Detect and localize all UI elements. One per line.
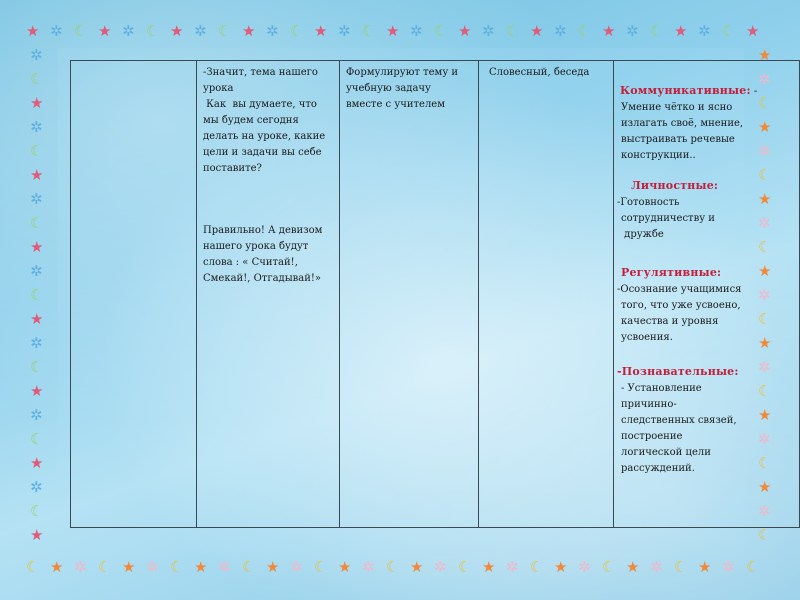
communicative-dash: -	[750, 86, 758, 97]
border-star-icon: ★	[758, 478, 772, 496]
communicative-line: выстраивать речевые	[621, 134, 735, 145]
border-star-icon: ☾	[290, 22, 304, 40]
regulative-line: того, что уже усвоено,	[621, 300, 741, 311]
border-star-icon: ✲	[554, 22, 567, 40]
border-star-icon: ★	[386, 22, 400, 40]
border-star-icon: ★	[314, 22, 328, 40]
communicative-line: излагать своё, мнение,	[621, 118, 744, 129]
cognitive-line: причинно-	[621, 399, 677, 410]
border-star-icon: ✲	[30, 406, 43, 424]
student-line: Формулируют тему и	[346, 67, 459, 78]
regulative-line: -Осознание учащимися	[617, 284, 742, 295]
student-activity-cell	[340, 61, 479, 528]
cognitive-heading-row	[617, 364, 795, 381]
border-star-icon: ★	[530, 22, 544, 40]
border-star-icon: ★	[746, 22, 760, 40]
border-star-icon: ★	[758, 190, 772, 208]
border-star-icon: ★	[674, 22, 688, 40]
border-star-icon: ★	[26, 22, 40, 40]
cognitive-heading: -Познавательные:	[617, 365, 739, 378]
border-star-icon: ☾	[722, 22, 736, 40]
border-star-icon: ✲	[506, 558, 519, 576]
border-star-icon: ✲	[30, 262, 43, 280]
border-star-icon: ✲	[50, 22, 63, 40]
border-star-icon: ★	[50, 558, 64, 576]
border-star-icon: ★	[758, 46, 772, 64]
border-star-icon: ☾	[314, 558, 328, 576]
border-star-icon: ★	[410, 558, 424, 576]
border-star-icon: ★	[758, 334, 772, 352]
border-star-icon: ✲	[758, 358, 771, 376]
border-star-icon: ✲	[722, 558, 735, 576]
border-star-icon: ☾	[758, 454, 772, 472]
border-star-icon: ★	[194, 558, 208, 576]
border-star-icon: ☾	[242, 558, 256, 576]
border-star-icon: ✲	[218, 558, 231, 576]
methods-cell	[479, 61, 614, 528]
border-star-icon: ☾	[30, 70, 44, 88]
border-star-icon: ★	[758, 118, 772, 136]
border-star-icon: ★	[758, 262, 772, 280]
border-star-icon: ★	[482, 558, 496, 576]
regulative-heading-row	[617, 262, 795, 282]
teacher-line: урока	[203, 83, 234, 94]
border-star-icon: ☾	[74, 22, 88, 40]
student-line: вместе с учителем	[346, 99, 445, 110]
border-star-icon: ☾	[758, 382, 772, 400]
border-star-icon: ✲	[698, 22, 711, 40]
border-star-icon: ✲	[650, 558, 663, 576]
border-star-icon: ☾	[506, 22, 520, 40]
border-star-icon: ★	[698, 558, 712, 576]
border-star-icon: ★	[30, 526, 44, 544]
border-star-icon: ✲	[74, 558, 87, 576]
teacher-line: цели и задачи вы себе	[203, 147, 322, 158]
personal-heading: Личностные:	[631, 179, 719, 192]
border-star-icon: ★	[98, 22, 112, 40]
border-star-icon: ★	[30, 454, 44, 472]
border-star-icon: ✲	[290, 558, 303, 576]
motto-line: слова : « Считай!,	[203, 257, 298, 268]
border-star-icon: ✲	[266, 22, 279, 40]
border-star-icon: ☾	[30, 430, 44, 448]
border-star-icon: ✲	[434, 558, 447, 576]
cognitive-line: построение	[621, 431, 683, 442]
border-star-icon: ★	[30, 238, 44, 256]
border-star-icon: ✲	[30, 118, 43, 136]
border-star-icon: ☾	[26, 558, 40, 576]
personal-line: дружбе	[621, 229, 664, 240]
border-star-icon: ☾	[758, 526, 772, 544]
border-star-icon: ☾	[170, 558, 184, 576]
border-star-icon: ★	[758, 406, 772, 424]
methods-text: Словесный, беседа	[489, 67, 590, 78]
border-star-icon: ★	[170, 22, 184, 40]
teacher-activity-cell	[197, 61, 340, 528]
border-star-icon: ✲	[122, 22, 135, 40]
regulative-heading: Регулятивные:	[621, 266, 722, 279]
border-star-icon: ★	[338, 558, 352, 576]
border-star-icon: ✲	[362, 558, 375, 576]
border-star-icon: ✲	[30, 46, 43, 64]
border-star-icon: ☾	[578, 22, 592, 40]
border-star-icon: ★	[266, 558, 280, 576]
border-star-icon: ☾	[146, 22, 160, 40]
motto-line: нашего урока будут	[203, 241, 309, 252]
personal-line: -Готовность	[617, 197, 680, 208]
border-star-icon: ★	[626, 558, 640, 576]
teacher-line: Как вы думаете, что	[203, 99, 317, 110]
border-star-icon: ★	[30, 382, 44, 400]
teacher-line: -Значит, тема нашего	[203, 67, 318, 78]
communicative-line: Умение чётко и ясно	[621, 102, 733, 113]
border-star-icon: ✲	[482, 22, 495, 40]
border-star-icon: ✲	[30, 478, 43, 496]
personal-heading-row	[617, 178, 795, 195]
border-star-icon: ✲	[758, 430, 771, 448]
regulative-line: усвоения.	[621, 332, 673, 343]
lesson-plan-table	[70, 60, 800, 528]
border-star-icon: ✲	[758, 70, 771, 88]
border-star-icon: ☾	[434, 22, 448, 40]
personal-line: сотрудничеству и	[621, 213, 715, 224]
border-star-icon: ☾	[30, 286, 44, 304]
border-star-icon: ☾	[30, 502, 44, 520]
communicative-heading: Коммуникативные:	[620, 84, 751, 97]
border-star-icon: ☾	[218, 22, 232, 40]
table-row	[71, 61, 800, 528]
border-star-icon: ★	[242, 22, 256, 40]
border-star-icon: ☾	[30, 142, 44, 160]
cognitive-line: логической цели	[621, 447, 711, 458]
regulative-line: качества и уровня	[621, 316, 719, 327]
border-star-icon: ☾	[30, 214, 44, 232]
border-star-icon: ☾	[758, 94, 772, 112]
border-star-icon: ☾	[98, 558, 112, 576]
border-star-icon: ✲	[30, 190, 43, 208]
cognitive-line: следственных связей,	[621, 415, 737, 426]
border-star-icon: ☾	[674, 558, 688, 576]
border-star-icon: ✲	[758, 142, 771, 160]
border-star-icon: ✲	[758, 214, 771, 232]
border-star-icon: ★	[30, 166, 44, 184]
border-star-icon: ☾	[758, 310, 772, 328]
border-star-icon: ✲	[758, 502, 771, 520]
student-line: учебную задачу	[346, 83, 431, 94]
border-star-icon: ☾	[386, 558, 400, 576]
cognitive-line: - Установление	[621, 383, 702, 394]
motto-line: Смекай!, Отгадывай!»	[203, 273, 322, 284]
border-star-icon: ★	[30, 94, 44, 112]
teacher-line: поставите?	[203, 163, 262, 174]
border-star-icon: ☾	[758, 238, 772, 256]
border-star-icon: ☾	[458, 558, 472, 576]
teacher-line: делать на уроке, какие	[203, 131, 326, 142]
border-star-icon: ☾	[30, 358, 44, 376]
border-star-icon: ★	[30, 310, 44, 328]
border-star-icon: ★	[554, 558, 568, 576]
border-star-icon: ✲	[578, 558, 591, 576]
communicative-line: конструкции..	[621, 150, 696, 161]
border-star-icon: ☾	[746, 558, 760, 576]
stage-cell	[71, 61, 197, 528]
learning-outcomes-cell	[614, 61, 800, 528]
border-star-icon: ☾	[758, 166, 772, 184]
border-star-icon: ★	[602, 22, 616, 40]
border-star-icon: ✲	[146, 558, 159, 576]
border-star-icon: ✲	[758, 286, 771, 304]
border-star-icon: ☾	[530, 558, 544, 576]
border-star-icon: ✲	[30, 334, 43, 352]
border-star-icon: ✲	[338, 22, 351, 40]
border-star-icon: ☾	[362, 22, 376, 40]
border-star-icon: ★	[458, 22, 472, 40]
border-star-icon: ✲	[194, 22, 207, 40]
communicative-heading-row	[617, 83, 795, 100]
border-star-icon: ★	[122, 558, 136, 576]
border-star-icon: ✲	[410, 22, 423, 40]
cognitive-line: рассуждений.	[621, 463, 695, 474]
border-star-icon: ✲	[626, 22, 639, 40]
border-star-icon: ☾	[602, 558, 616, 576]
border-star-icon: ☾	[650, 22, 664, 40]
motto-line: Правильно! А девизом	[203, 225, 323, 236]
teacher-line: мы будем сегодня	[203, 115, 299, 126]
